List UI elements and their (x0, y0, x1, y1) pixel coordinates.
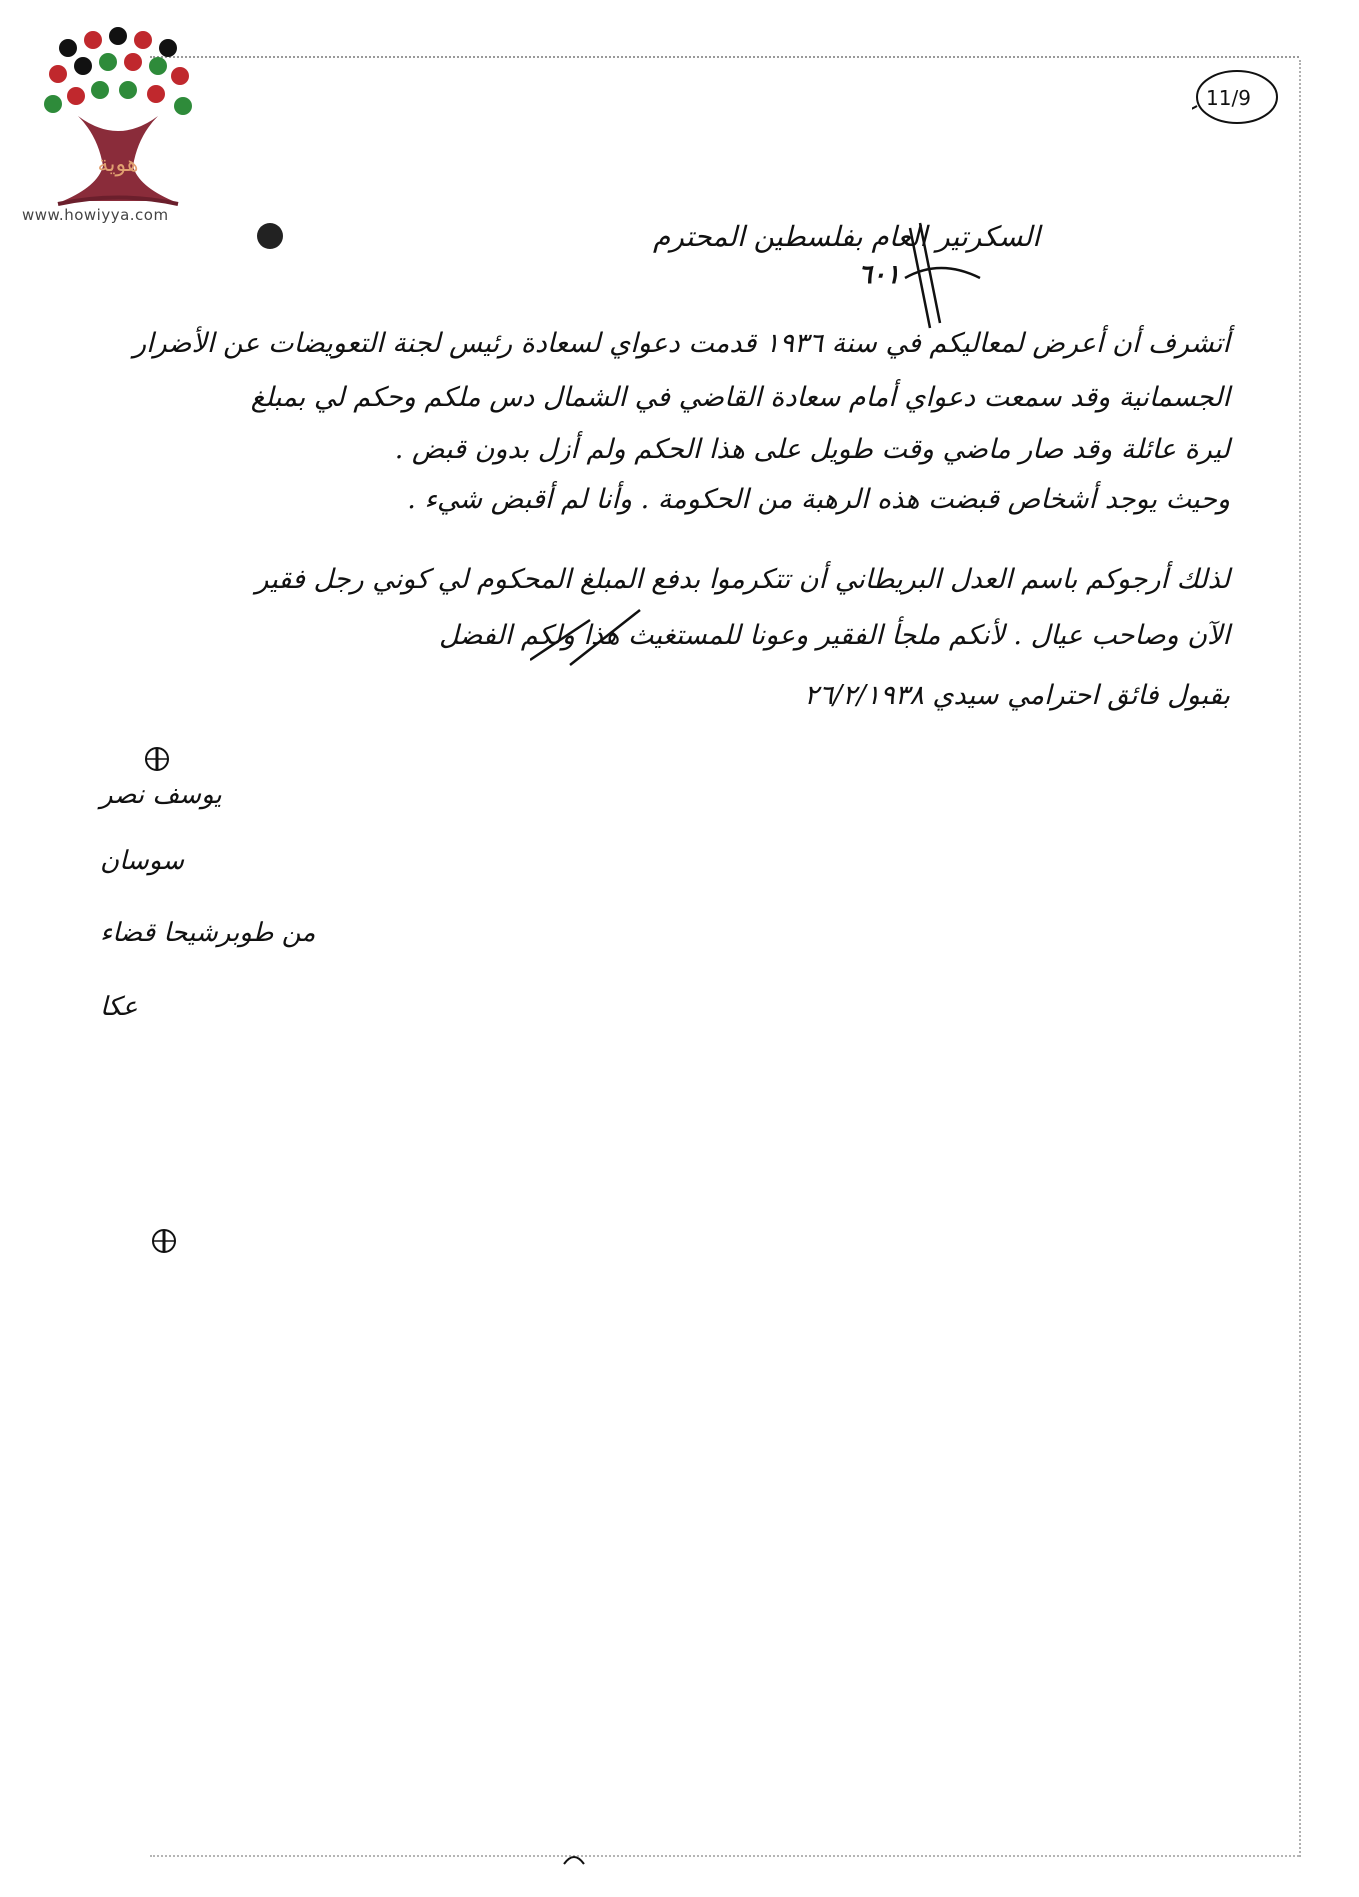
letter-line: أتشرف أن أعرض لمعاليكم في سنة ١٩٣٦ قدمت دعواي لسعادة رئيس لجنة التعويضات عن الأضرار (133, 328, 1230, 359)
page-edge-bottom (150, 1855, 1299, 1857)
page-edge-right (1299, 60, 1301, 1857)
letter-line: الآن وصاحب عيال . لأنكم ملجأ الفقير وعونا للمستغيث هذا ولكم الفضل (439, 620, 1230, 651)
punch-hole (257, 223, 283, 249)
reference-number: ٦٠١ (858, 260, 900, 290)
page-edge-top (150, 56, 1299, 58)
signature-place: من طوبرشيحا قضاء (100, 918, 316, 948)
folio-number: 11/9 (1206, 86, 1251, 110)
struck-out-annotation (900, 218, 990, 338)
registration-mark (150, 1227, 178, 1255)
registration-mark (560, 1844, 588, 1872)
signature-place: عكا (100, 992, 138, 1022)
letter-line: وحيث يوجد أشخاص قبضت هذه الرهبة من الحكومة . وأنا لم أقبض شيء . (407, 484, 1230, 515)
svg-text:هوية: هوية (97, 152, 139, 177)
letter-closing-line: بقبول فائق احترامي سيدي ٢٦/٢/١٩٣٨ (804, 680, 1230, 711)
letter-line: الجسمانية وقد سمعت دعواي أمام سعادة القاضي في الشمال دس ملكم وحكم لي بمبلغ (250, 382, 1230, 413)
logo-url: www.howiyya.com (22, 206, 169, 224)
signature-name: يوسف نصر (100, 780, 222, 810)
letter-line: ليرة عائلة وقد صار ماضي وقت طويل على هذا الحكم ولم أزل بدون قبض . (394, 434, 1230, 465)
date-strike-marks (530, 580, 670, 670)
howiyya-logo (18, 26, 218, 226)
signature-name: سوسان (100, 846, 185, 876)
letter-addressee: السكرتير العام بفلسطين المحترم (652, 220, 1040, 253)
registration-mark (143, 745, 171, 773)
letter-line: لذلك أرجوكم باسم العدل البريطاني أن تتكرموا بدفع المبلغ المحكوم لي كوني رجل فقير (255, 564, 1230, 595)
